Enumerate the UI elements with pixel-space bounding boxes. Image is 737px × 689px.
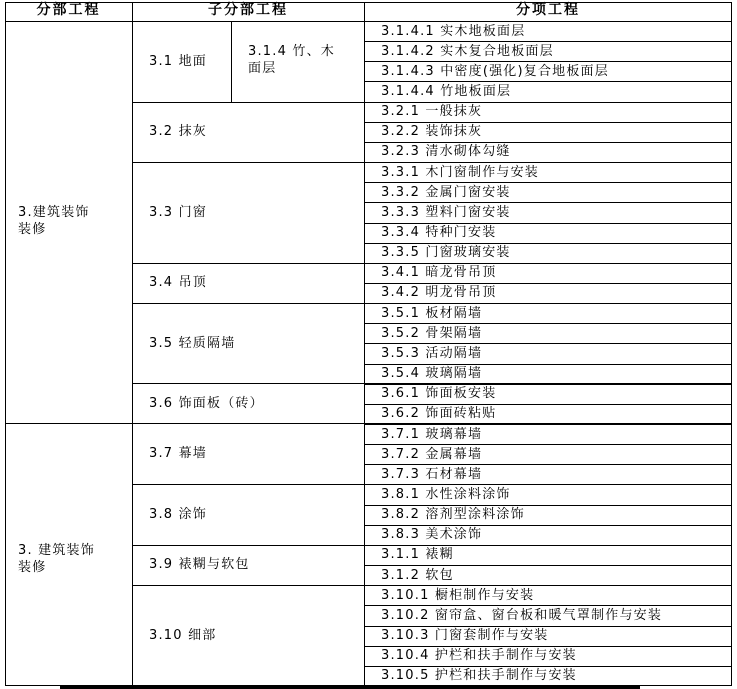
item-row-divider <box>364 81 732 82</box>
item-row: 3.8.2 溶剂型涂料涂饰 <box>381 507 525 523</box>
header-division: 分部工程 <box>36 2 101 18</box>
item-row-divider <box>364 102 732 103</box>
item-row: 3.1.4.3 中密度(强化)复合地板面层 <box>381 63 609 79</box>
item-row: 3.3.4 特种门安装 <box>381 225 497 240</box>
item-row-divider <box>364 223 732 224</box>
item-row-divider <box>364 202 732 203</box>
subdivision-3-4: 3.4 吊顶 <box>149 275 208 290</box>
item-row-divider <box>364 243 732 244</box>
subdivision-3-8: 3.8 涂饰 <box>149 507 208 522</box>
item-row-divider <box>364 122 732 123</box>
item-row: 3.10.4 护栏和扶手制作与安装 <box>381 648 577 664</box>
item-row-divider <box>364 142 732 143</box>
item-row: 3.4.2 明龙骨吊顶 <box>381 285 497 301</box>
subdivision-3-1: 3.1 地面 <box>149 54 208 69</box>
item-row: 3.1.4.2 实木复合地板面层 <box>381 43 554 59</box>
item-row-divider <box>364 283 732 284</box>
item-row-divider <box>364 565 732 566</box>
item-row-divider <box>364 384 732 385</box>
item-row: 3.1.4.1 实木地板面层 <box>381 23 526 39</box>
item-row: 3.3.3 塑料门窗安装 <box>381 204 511 220</box>
item-row: 3.7.3 石材幕墙 <box>381 466 483 482</box>
item-row: 3.6.2 饰面砖粘贴 <box>381 406 497 422</box>
item-row-divider <box>364 484 732 485</box>
item-row: 3.3.5 门窗玻璃安装 <box>381 245 511 261</box>
item-row: 3.2.1 一般抹灰 <box>381 104 483 120</box>
item-row-divider <box>364 505 732 506</box>
subdivision-3-3: 3.3 门窗 <box>149 205 208 220</box>
item-row: 3.2.2 装饰抹灰 <box>381 124 483 140</box>
division-cell-1: 3.建筑装饰 装修 <box>18 205 90 237</box>
item-row-divider <box>364 182 732 183</box>
divider-vertical-2 <box>364 2 365 686</box>
subdivision-3-6: 3.6 饰面板（砖） <box>149 396 264 411</box>
item-row: 3.8.3 美术涂饰 <box>381 527 483 543</box>
item-row-divider <box>364 666 732 667</box>
divider-vertical-1 <box>132 2 133 686</box>
item-row-divider <box>364 444 732 445</box>
item-row-divider <box>364 404 732 405</box>
item-row-divider <box>364 605 732 606</box>
item-row: 3.5.4 玻璃隔墙 <box>381 366 483 382</box>
item-row-divider <box>364 323 732 324</box>
item-row: 3.3.2 金属门窗安装 <box>381 184 511 200</box>
item-row-divider <box>364 263 732 264</box>
item-row: 3.1.1 裱糊 <box>381 547 454 563</box>
item-row: 3.7.2 金属幕墙 <box>381 446 483 462</box>
subdivision-3-9: 3.9 裱糊与软包 <box>149 557 250 572</box>
item-row: 3.5.1 板材隔墙 <box>381 305 483 321</box>
item-row-divider <box>364 61 732 62</box>
item-row-divider <box>364 646 732 647</box>
item-row: 3.10.5 护栏和扶手制作与安装 <box>381 668 577 684</box>
subdivision-3-2: 3.2 抹灰 <box>149 124 208 139</box>
engineering-division-table <box>5 2 732 686</box>
item-row: 3.10.1 橱柜制作与安装 <box>381 587 535 603</box>
header-item: 分项工程 <box>516 2 580 18</box>
item-row-divider <box>364 424 732 425</box>
item-row: 3.5.2 骨架隔墙 <box>381 325 483 341</box>
subdivision-3-10: 3.10 细部 <box>149 628 217 643</box>
subdivision-3-1-4: 3.1.4 竹、木 面层 <box>248 44 336 76</box>
item-row: 3.7.1 玻璃幕墙 <box>381 426 483 442</box>
item-row-divider <box>364 364 732 365</box>
item-row-divider <box>364 585 732 586</box>
item-row: 3.8.1 水性涂料涂饰 <box>381 486 511 502</box>
subdivision-3-7: 3.7 幕墙 <box>149 446 208 461</box>
item-row: 3.5.3 活动隔墙 <box>381 345 483 361</box>
item-row-divider <box>364 464 732 465</box>
item-row: 3.3.1 木门窗制作与安装 <box>381 164 540 180</box>
divider-vertical-nested <box>231 21 232 102</box>
item-row: 3.2.3 清水砌体勾缝 <box>381 144 511 160</box>
item-row: 3.10.3 门窗套制作与安装 <box>381 628 549 643</box>
header-subdivision: 子分部工程 <box>208 2 288 18</box>
item-row-divider <box>364 303 732 304</box>
item-row-divider <box>364 545 732 546</box>
item-row-divider <box>364 343 732 344</box>
subdivision-3-5: 3.5 轻质隔墙 <box>149 336 236 351</box>
item-row: 3.1.4.4 竹地板面层 <box>381 83 512 99</box>
division-cell-2: 3. 建筑装饰 装修 <box>18 543 95 575</box>
item-row: 3.10.2 窗帘盒、窗台板和暖气罩制作与安装 <box>381 607 663 623</box>
item-row-divider <box>364 162 732 163</box>
item-row: 3.4.1 暗龙骨吊顶 <box>381 265 497 281</box>
item-row-divider <box>364 41 732 42</box>
item-row-divider <box>364 525 732 526</box>
item-row: 3.6.1 饰面板安装 <box>381 386 497 402</box>
item-row-divider <box>364 626 732 627</box>
item-row: 3.1.2 软包 <box>381 567 454 583</box>
